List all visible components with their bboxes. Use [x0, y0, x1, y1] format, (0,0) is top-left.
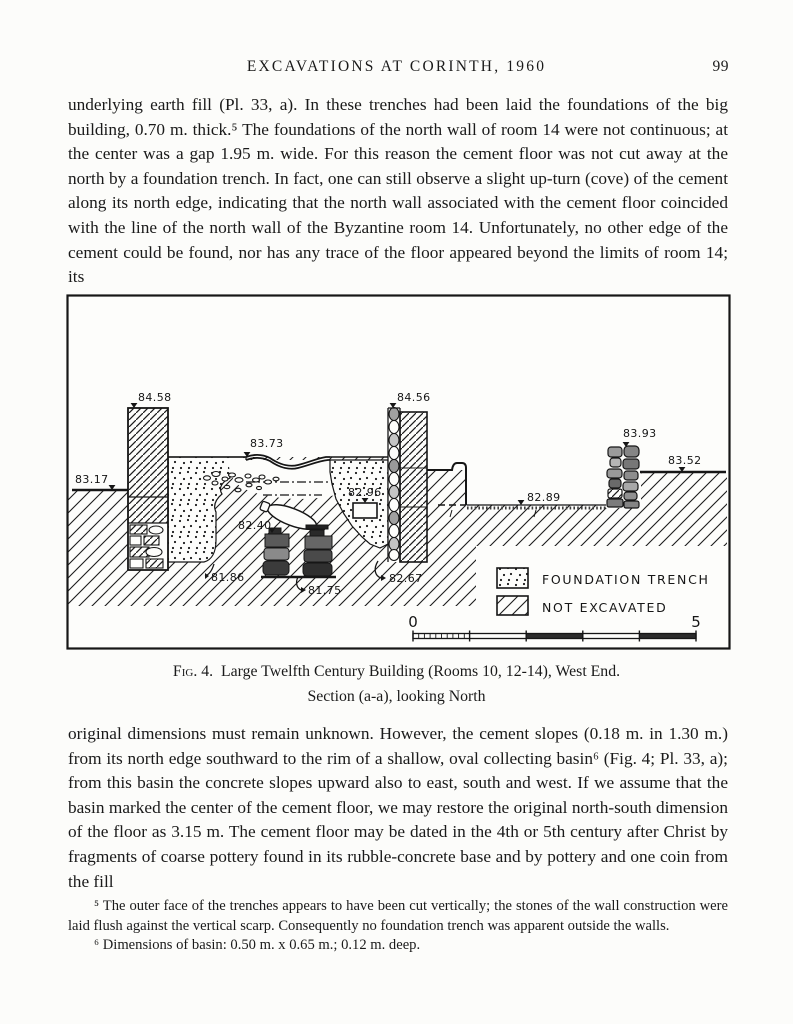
figure-caption-line2: Section (a-a), looking North: [307, 688, 486, 705]
footnotes: [68, 897, 728, 956]
legend-label-not-excavated: NOT EXCAVATED: [542, 600, 668, 615]
figure-caption: [0, 659, 793, 709]
running-head: EXCAVATIONS AT CORINTH, 1960: [246, 58, 547, 75]
elevation-label-81-75: 81.75: [308, 584, 342, 597]
basin-block: [353, 503, 377, 518]
section-drawing-svg: [66, 294, 731, 650]
legend-swatch-foundation-trench: [497, 568, 528, 588]
scale-end-label: 5: [691, 613, 701, 631]
footnote-5: ⁵ The outer face of the trenches appears to have been cut vertically; the stones of the wall construction were laid flush against the vertical scarp. Consequently no foundation trench was apparent outside the walls.: [68, 898, 728, 934]
elevation-label-81-86: 81.86: [211, 571, 245, 584]
page-number: 99: [712, 58, 729, 75]
footnote-6: ⁶ Dimensions of basin: 0.50 m. x 0.65 m.; 0.12 m. deep.: [94, 937, 421, 954]
figure-caption-text: Large Twelfth Century Building (Rooms 10, 12-14), West End.: [220, 663, 621, 680]
elevation-label-84-58: 84.58: [138, 391, 172, 404]
scale-start-label: 0: [408, 613, 418, 631]
elevation-label-82-40: 82.40: [238, 519, 272, 532]
stone-pier-left: [263, 528, 289, 575]
right-center-wall: [388, 406, 427, 562]
figure-section-drawing: [66, 294, 731, 650]
elevation-label-82-89: 82.89: [527, 491, 561, 504]
figure-caption-line1: [0, 659, 793, 684]
elevation-label-82-96: 82.96: [348, 486, 382, 499]
rubble-wall: [606, 445, 641, 508]
body-paragraph-1: underlying earth fill (Pl. 33, a). In these trenches had been laid the foundations of the big building, 0.70 m. thick.⁵ The foundations of the north wall of room 14 were not continuous; at the center was a gap 1.95 m. wide. For this reason the cement floor was not cut away at the north by a foundation trench. In fact, one can still observe a slight up-turn (cove) of the cement along its north edge, indicating that the north wall associated with the cement floor coincided with the line of the north wall of the Byzantine room 14. Unfortunately, no other edge of the cement could be found, nor has any trace of the floor appeared beyond the limits of room 14; its: [68, 95, 728, 287]
elevation-label-82-67: 82.67: [389, 572, 423, 585]
body-paragraph-2: original dimensions must remain unknown. However, the cement slopes (0.18 m. in 1.30 m.) from its north edge southward to the rim of a shallow, oval collecting basin⁶ (Fig. 4; Pl. 33, a); from this basin the concrete slopes upward also to east, south and west. If we assume that the basin marked the center of the cement floor, we may restore the original north-south dimension of the floor as 3.15 m. The cement floor may be dated in the 4th or 5th century after Christ by fragments of coarse pottery found in its rubble-concrete base and by pottery and one coin from the fill: [68, 724, 728, 891]
elevation-label-83-52: 83.52: [668, 454, 702, 467]
left-wall: [128, 408, 168, 570]
elevation-label-84-56: 84.56: [397, 391, 431, 404]
legend-label-foundation-trench: FOUNDATION TRENCH: [542, 572, 710, 587]
elevation-label-83-73: 83.73: [250, 437, 284, 450]
elevation-label-83-17: 83.17: [75, 473, 109, 486]
elevation-label-83-93: 83.93: [623, 427, 657, 440]
figure-number: Fig. 4.: [172, 663, 214, 680]
legend-swatch-not-excavated: [497, 596, 528, 615]
